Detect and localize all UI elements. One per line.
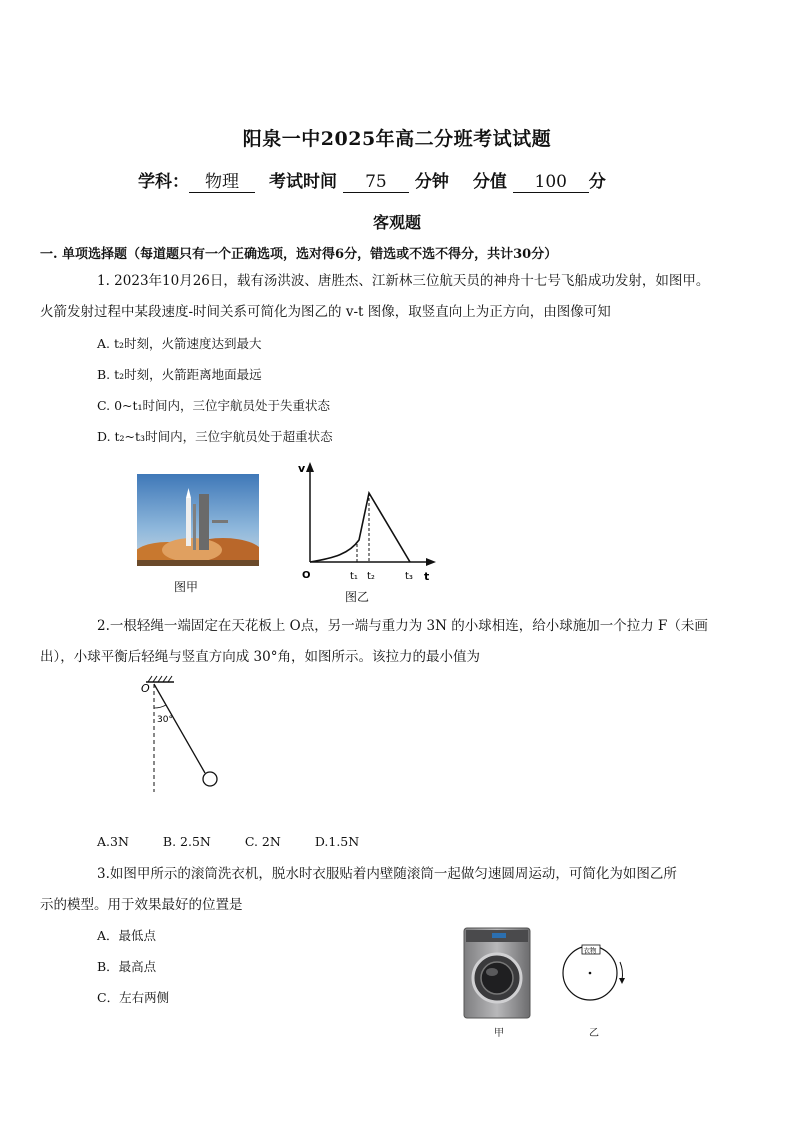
exam-title: 阳泉一中2025年高二分班考试试题 [242,128,552,150]
q1-option-c: C. 0~t₁时间内，三位宇航员处于失重状态 [97,398,331,413]
t2-label: t₂ [367,571,375,582]
q3-option-c: C．左右两侧 [97,990,170,1005]
q3-option-a: A．最低点 [97,928,157,943]
q3-fig1-caption: 甲 [494,1028,504,1039]
angle-arc [154,705,166,708]
o-label: O [141,682,150,695]
time-unit: 分钟 [414,172,449,192]
q3-fig2-caption: 乙 [589,1028,599,1039]
washing-machine-photo [462,926,532,1020]
rocket-launch-photo [137,474,259,566]
q2-option-c: C. 2N [244,834,281,849]
subject-label: 学科： [138,172,189,192]
ball [203,772,217,786]
q2-option-b: B. 2.5N [162,834,211,849]
q2-line2: 出），小球平衡后轻绳与竖直方向成 30°角，如图所示。该拉力的最小值为 [40,649,480,665]
q3-option-b: B．最高点 [97,959,157,974]
score-unit: 分 [588,172,606,192]
v-axis-arrow [306,462,314,472]
q1-line2: 火箭发射过程中某段速度-时间关系可简化为图乙的 v-t 图像，取竖直向上为正方向，由图像可知 [40,304,611,320]
q2-option-d: D.1.5N [314,834,360,849]
rotation-arrow-arc [620,962,622,980]
drum-center [589,972,592,975]
t-label: t [424,570,430,583]
q1-fig1-caption: 图甲 [174,580,199,594]
q2-options [97,834,393,849]
t1-label: t₁ [350,571,358,582]
score-label: 分值 [472,172,507,192]
v-label: v [298,462,306,475]
t-axis-arrow [426,558,436,566]
q2-option-a: A.3N [97,834,129,849]
time-value: 75 [343,172,409,193]
q3-line1: 3.如图甲所示的滚筒洗衣机，脱水时衣服贴着内壁随滚筒一起做匀速圆周运动，可简化为如图乙所 [97,866,677,882]
subject-value: 物理 [189,167,255,193]
ceiling-hatch [148,676,172,682]
rope [154,684,205,773]
score-value: 100 [513,172,589,193]
vt-curve [310,493,410,562]
pendulum-diagram [136,674,226,796]
q1-line1: 1. 2023年10月26日，载有汤洪波、唐胜杰、江新林三位航天员的神舟十七号飞船成功发射，如图甲。 [97,273,710,289]
clothes-label: 衣物 [583,946,597,955]
drum-model-diagram [556,942,632,1008]
time-label: 考试时间 [269,172,337,192]
q1-option-d: D. t₂~t₃时间内，三位宇航员处于超重状态 [97,429,333,444]
origin-label: O [302,570,311,581]
vt-graph [294,458,440,588]
part-heading: 一. 单项选择题（每道题只有一个正确选项，选对得6分，错选或不选不得分，共计30分） [40,247,558,262]
q1-option-b: B. t₂时刻，火箭距离地面最远 [97,367,262,382]
angle-label: 30° [157,715,173,725]
rotation-arrow-head [619,978,625,984]
q1-option-a: A. t₂时刻，火箭速度达到最大 [97,336,262,351]
q3-line2: 示的模型。用于效果最好的位置是 [40,897,243,913]
section-title: 客观题 [372,213,421,232]
exam-info-line [138,167,606,193]
t3-label: t₃ [405,571,413,582]
q1-fig2-caption: 图乙 [345,590,370,604]
q2-line1: 2.一根轻绳一端固定在天花板上 O点，另一端与重力为 3N 的小球相连，给小球施加一个拉力 F（未画 [97,618,708,634]
